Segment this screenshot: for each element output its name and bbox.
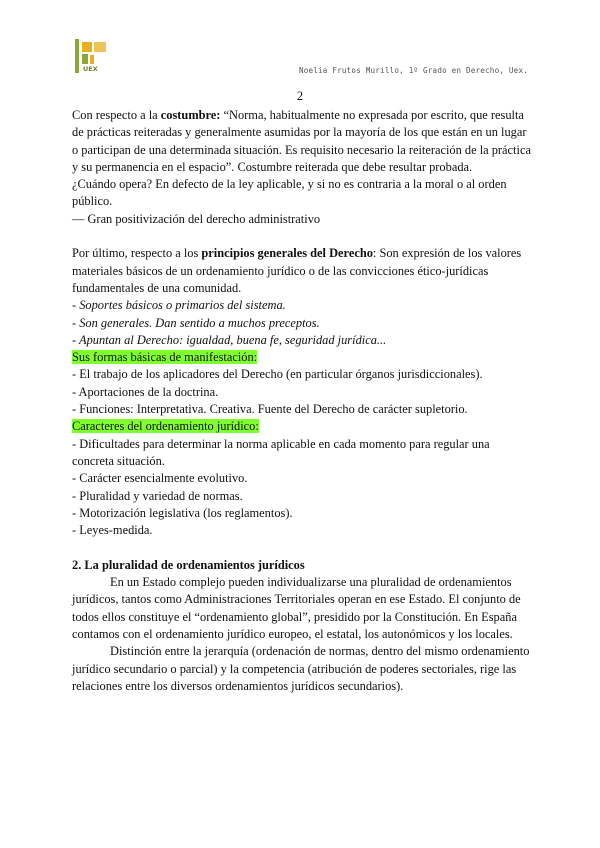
university-logo <box>74 38 110 74</box>
caracteres-heading <box>72 418 534 435</box>
caracteres-item: - Motorización legislativa (los reglamentos). <box>72 505 293 520</box>
principios-text: : Son expresión de los valores materiales básicos de un ordenamiento jurídico o de las convicciones ético-jurídicas fundamentales de una comunidad. <box>72 246 522 295</box>
principios-item: - Apuntan al Derecho: igualdad, buena fe, seguridad jurídica... <box>72 332 387 347</box>
document-body <box>72 107 534 695</box>
caracteres-item: - Dificultades para determinar la norma aplicable en cada momento para regular una concreta situación. <box>72 436 490 468</box>
caracteres-item: - Pluralidad y variedad de normas. <box>72 488 243 503</box>
section-2-paragraph-2: Distinción entre la jerarquía (ordenación de normas, dentro del mismo ordenamiento jurídico secundario o parcial) y la competencia (atribución de poderes sectoriales, rige las relaciones entre los diversos ordenamientos jurídicos secundarios). <box>72 644 530 693</box>
section-2-title: 2. La pluralidad de ordenamientos jurídicos <box>72 557 305 572</box>
principios-item: - Son generales. Dan sentido a muchos preceptos. <box>72 315 320 330</box>
logo-text: UEX <box>83 65 98 73</box>
costumbre-intro: Con respecto a la <box>72 108 161 122</box>
costumbre-text: “Norma, habitualmente no expresada por escrito, que resulta de prácticas reiteradas y generalmente asumidas por la mayoría de los que están en un lugar o participan de una determinada situación. Es requisito necesario la reiteración de la práctica y su permanencia en el espacio”. Costumbre reiterada que debe resultar probada. <box>72 108 531 174</box>
principios-intro: Por último, respecto a los <box>72 246 202 261</box>
section-2-paragraph-1: En un Estado complejo pueden individualizarse una pluralidad de ordenamientos jurídicos, tantos como Administraciones Territoriales operan en ese Estado. El conjunto de todos ellos constituye el “ordenamiento global”, presidido por la Constitución. En España contamos con el ordenamiento jurídico europeo, el estatal, los autonómicos y los locales. <box>72 575 521 641</box>
costumbre-question: ¿Cuándo opera? En defecto de la ley aplicable, y si no es contraria a la moral o al orden público. <box>72 177 507 209</box>
caracteres-item: - Carácter esencialmente evolutivo. <box>72 471 248 486</box>
page-number: 2 <box>296 89 304 103</box>
principios-item: - Soportes básicos o primarios del sistema. <box>72 298 286 313</box>
forms-heading-highlight: Sus formas básicas de manifestación: <box>72 350 258 365</box>
principios-paragraph <box>72 245 534 297</box>
costumbre-note: — Gran positivización del derecho administrativo <box>72 211 321 226</box>
forms-item: - El trabajo de los aplicadores del Derecho (en particular órganos jurisdiccionales). <box>72 367 483 382</box>
forms-heading <box>72 349 534 366</box>
header-author-line: Noelia Frutos Murillo, 1º Grado en Derecho, Uex. <box>298 66 528 75</box>
principios-term: principios generales del Derecho <box>201 246 373 261</box>
caracteres-heading-highlight: Caracteres del ordenamiento jurídico: <box>72 419 259 434</box>
forms-item: - Aportaciones de la doctrina. <box>72 384 219 399</box>
forms-item: - Funciones: Interpretativa. Creativa. Fuente del Derecho de carácter supletorio. <box>72 402 468 417</box>
costumbre-paragraph <box>72 107 534 176</box>
costumbre-term: costumbre: <box>160 108 221 122</box>
caracteres-item: - Leyes-medida. <box>72 523 153 538</box>
